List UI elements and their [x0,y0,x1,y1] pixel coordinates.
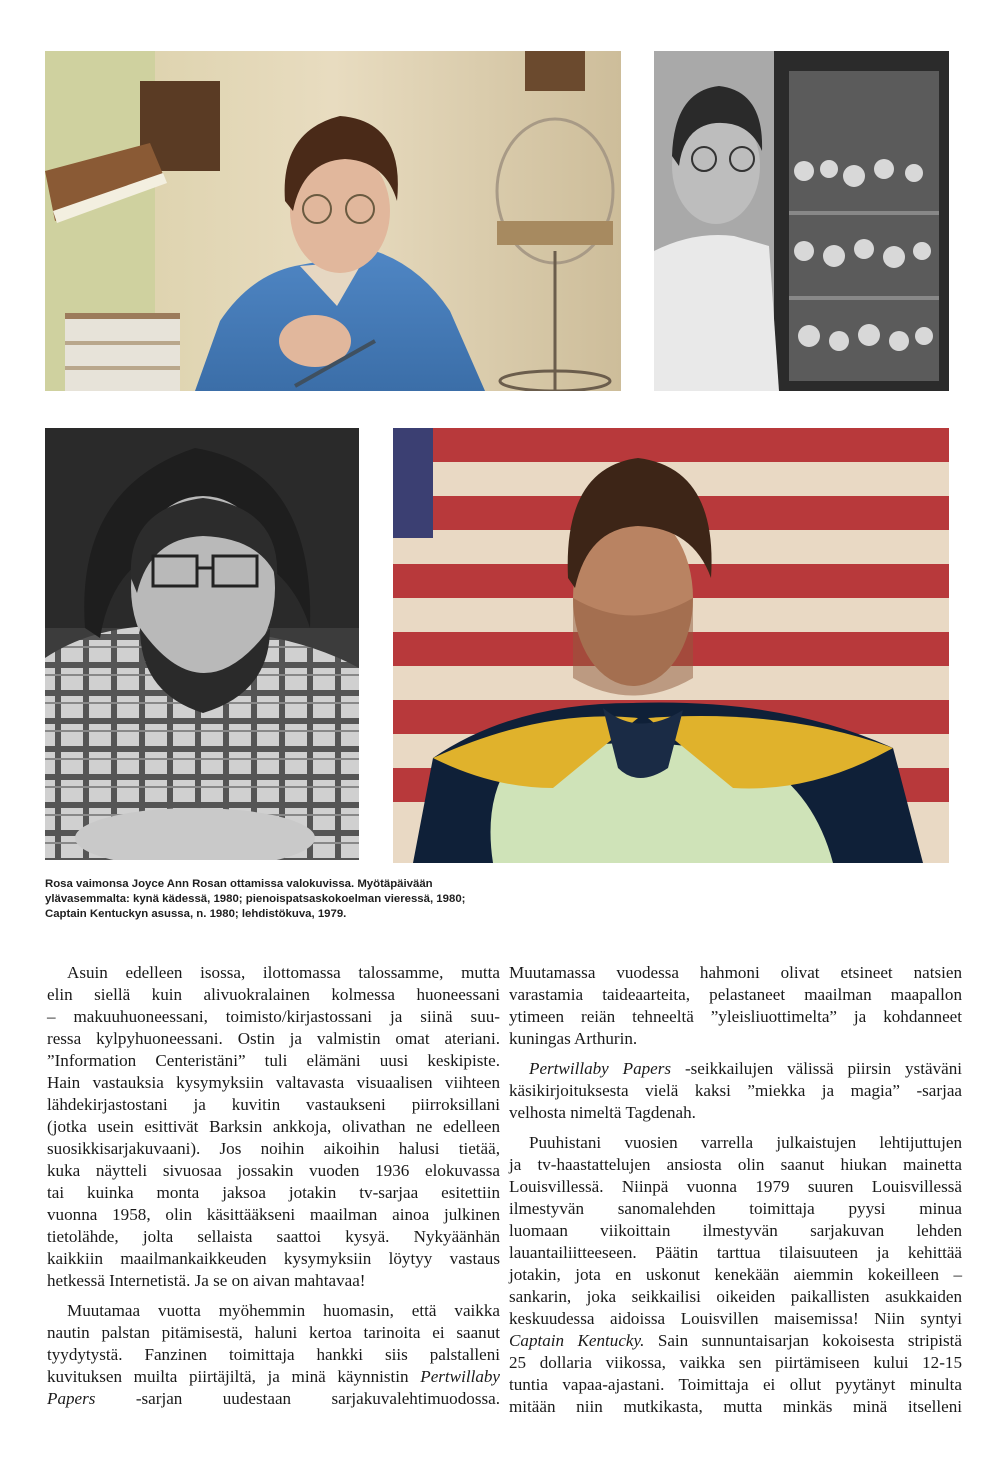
text-line [47,1388,500,1410]
text-line: – makuuhuoneessani, toimisto/kirjastossani ja siinä suu- [47,1007,500,1026]
italic-title: Captain Kentucky. [509,1331,645,1350]
caption-line: ylävasemmalta: kynä kädessä, 1980; pienoispatsaskokoelman vieressä, 1980; [45,893,466,905]
paragraph [509,1058,962,1124]
text-line: Asuin edelleen isossa, ilottomassa talossamme, mutta [67,963,500,982]
text-line: ilmestyvän sanomalehden toimittaja pyysi minua [509,1199,962,1218]
photo-press-portrait [45,428,359,860]
text-line: tai kuinka monta jaksoa jotakin tv-sarjaa esitettiin [47,1183,500,1202]
text-line [509,1058,962,1080]
text-line: tuntia vapaa-ajastani. Toimittaja ei ollut pyytänyt minulta [509,1375,962,1394]
paragraph [47,1300,500,1410]
text-line: 25 dollaria viikossa, vaikka sen piirtämiseen kului 12-15 [509,1353,962,1372]
italic-title: Pertwillaby [420,1367,501,1386]
italic-title: Papers [47,1389,96,1408]
text-line: vuonna 1958, olin käsittääkseni maailman ainoa julkinen [47,1205,500,1224]
paragraph [47,962,500,1292]
photo-desk-with-pencil [45,51,621,391]
text-line: velhosta nimeltä Tagdenah. [509,1103,696,1122]
text-line: nautin palstan pitämisestä, haluni kertoa tarinoita ei saanut [47,1323,500,1342]
photo-captain-kentucky-costume [393,428,949,863]
text-line: ja tv-haastattelujen ansiosta olin saanut hiukan mainetta [509,1155,962,1174]
text-line: (jotka usein esittivät Barksin ankkoja, olivathan ne edelleen [47,1117,500,1136]
text-line: hetkessä Internetistä. Ja se on aivan mahtavaa! [47,1271,366,1290]
text-line: keskuudessa aidoissa Louisvillen maisemissa! Niin syntyi [509,1309,962,1328]
text-line: luomaan viikoittain ilmestyvän sarjakuvan lehden [509,1221,962,1240]
text-line: tietolähde, jolta sellaista saattoi kysyä. Nykyäänhän [47,1227,500,1246]
text-line: varastamia taideaarteita, pelastaneet maailman maapallon [509,985,962,1004]
text-line: käsikirjoituksesta vielä kaksi ”miekka ja magia” -sarjaa [509,1081,962,1100]
text-line: elin siellä kuin alivuokralainen kolmessa huoneessani [47,985,500,1004]
italic-title: Pertwillaby Papers [529,1059,672,1078]
text-column-right [509,962,962,1418]
photo-figurine-collection [654,51,949,391]
text-line: kuningas Arthurin. [509,1029,638,1048]
text-run: -seikkailujen välissä piirsin ystäväni [684,1059,962,1078]
text-line: sankarin, joka seikkailisi oikeiden paikallisten asukkaiden [509,1287,962,1306]
text-line: tyydytystä. Fanzinen toimittaja hankki siis palstalleni [47,1345,500,1364]
text-line: jotakin, jota en uskonut kenekään aiemmin kokeilleen – [509,1265,962,1284]
text-line: Hain vastauksia kysymyksiin valtavasta visuaalisen viihteen [47,1073,500,1092]
text-line: Muutamaa vuotta myöhemmin huomasin, että vaikka [67,1301,500,1320]
text-line: mitään niin mutkikasta, mutta minkäs minä itselleni [509,1397,962,1416]
text-column-left [47,962,500,1410]
photo-caption [45,877,565,922]
text-line: lauantailiitteeseen. Päätin tarttua tilaisuuteen ja kehittää [509,1243,962,1262]
text-line [509,1330,962,1352]
text-line: Muutamassa vuodessa hahmoni olivat etsineet natsien [509,963,962,982]
text-line: ”Information Centeristäni” tuli elämäni uusi keskipiste. [47,1051,500,1070]
text-run: -sarjan uudestaan sarjakuvalehtimuodossa. [135,1389,500,1408]
caption-line: Rosa vaimonsa Joyce Ann Rosan ottamissa valokuvissa. Myötäpäivään [45,878,433,890]
text-line: suosikkisarjakuvaani). Jos noihin aikoihin halusi tietää, [47,1139,500,1158]
text-line: ytimeen reiän tehneeltä ”yleisliuottimelta” ja kohdanneet [509,1007,962,1026]
text-line: ressa kylpyhuoneessani. Ostin ja valmistin omat ateriani. [47,1029,500,1048]
text-line: kuka näytteli sivuosaa jossakin vuoden 1936 elokuvassa [47,1161,500,1180]
caption-line: Captain Kentuckyn asussa, n. 1980; lehdistökuva, 1979. [45,908,347,920]
paragraph [509,1132,962,1418]
text-line: Puuhistani vuosien varrella julkaistujen lehtijuttujen [529,1133,962,1152]
text-line [47,1366,500,1388]
paragraph [509,962,962,1050]
text-run: Sain sunnuntaisarjan kokoisesta stripistä [657,1331,962,1350]
text-line: kaikkiin maailmankaikkeuden kysymyksiin löytyy vastaus [47,1249,500,1268]
text-line: lähdekirjastostani ja kuvitin vastaukseni piirroksillani [47,1095,500,1114]
text-line: Louisvillessä. Niinpä vuonna 1979 suuren Louisvillessä [509,1177,962,1196]
text-run: kuvituksen muilta piirtäjiltä, ja minä käynnistin [47,1367,409,1386]
